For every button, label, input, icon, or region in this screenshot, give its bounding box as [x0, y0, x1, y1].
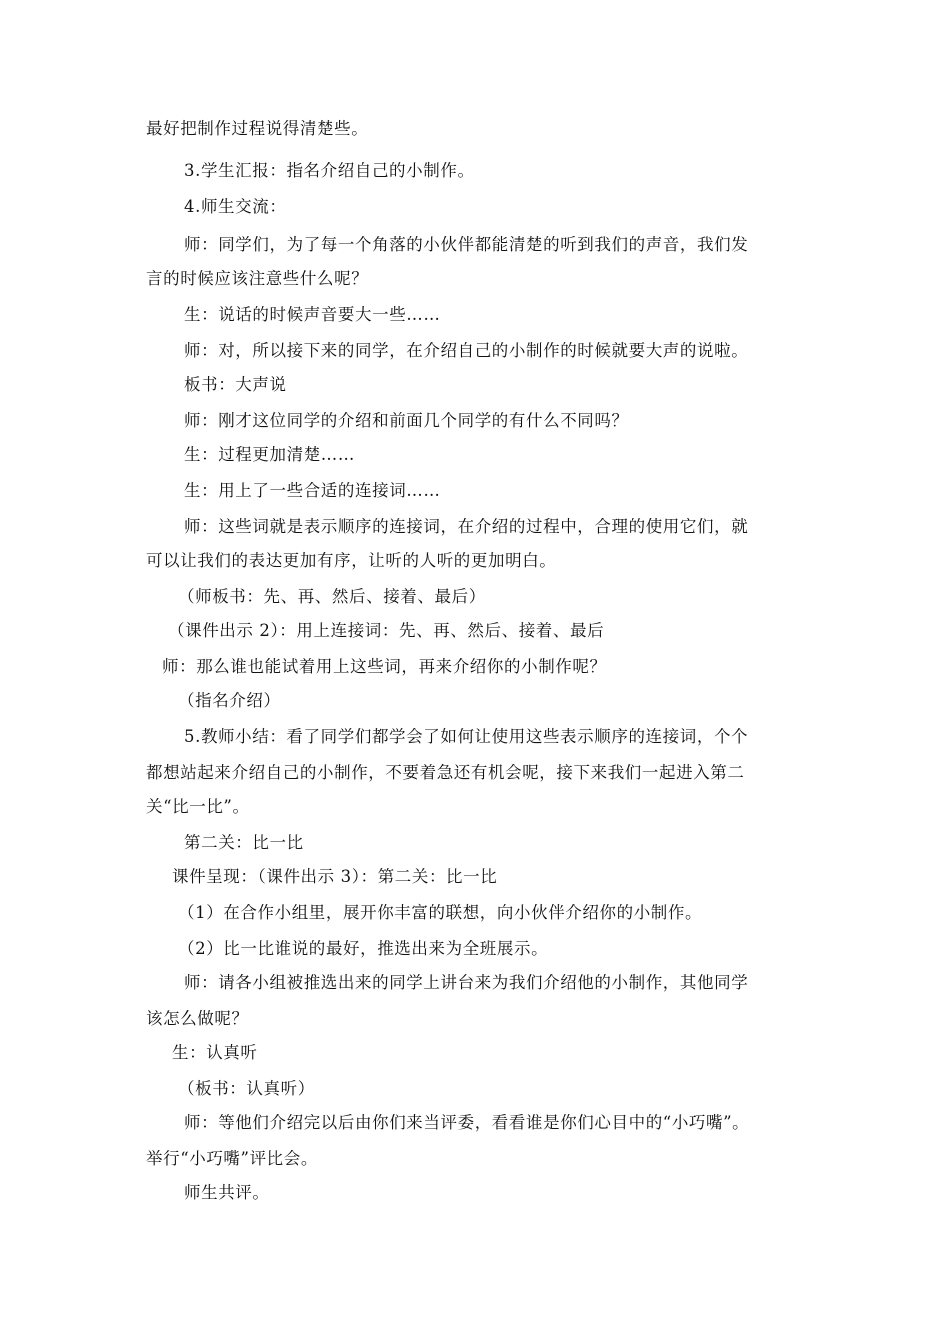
paragraph-line: 师：等他们介绍完以后由你们来当评委，看看谁是你们心目中的“小巧嘴”。	[184, 1113, 750, 1132]
paragraph-line: 4.师生交流：	[184, 197, 287, 216]
paragraph-line: （师板书：先、再、然后、接着、最后）	[178, 587, 486, 606]
paragraph-line: 课件呈现：（课件出示 3）：第二关：比一比	[172, 867, 498, 886]
paragraph-line: 都想站起来介绍自己的小制作，不要着急还有机会呢，接下来我们一起进入第二	[146, 763, 745, 782]
paragraph-line: 师：刚才这位同学的介绍和前面几个同学的有什么不同吗？	[184, 411, 629, 430]
paragraph-line: （指名介绍）	[178, 691, 281, 710]
paragraph-line: 生：认真听	[172, 1043, 258, 1062]
paragraph-line: 师：对，所以接下来的同学，在介绍自己的小制作的时候就要大声的说啦。	[184, 341, 749, 360]
paragraph-line: 师：那么谁也能试着用上这些词，再来介绍你的小制作呢？	[162, 657, 607, 676]
paragraph-line: （板书：认真听）	[178, 1079, 315, 1098]
paragraph-line: 师：同学们，为了每一个角落的小伙伴都能清楚的听到我们的声音，我们发	[184, 235, 749, 254]
paragraph-line: 言的时候应该注意些什么呢？	[146, 269, 369, 288]
paragraph-line: 5.教师小结：看了同学们都学会了如何让使用这些表示顺序的连接词，个个	[184, 727, 749, 746]
paragraph-line: 师生共评。	[184, 1183, 270, 1202]
paragraph-line: （2）比一比谁说的最好，推选出来为全班展示。	[178, 939, 549, 958]
paragraph-line: 可以让我们的表达更加有序，让听的人听的更加明白。	[146, 551, 557, 570]
paragraph-line: 第二关：比一比	[184, 833, 304, 852]
paragraph-line: 举行“小巧嘴”评比会。	[146, 1149, 318, 1168]
paragraph-line: （课件出示 2）：用上连接词：先、再、然后、接着、最后	[168, 621, 605, 640]
paragraph-line: 师：这些词就是表示顺序的连接词，在介绍的过程中，合理的使用它们，就	[184, 517, 749, 536]
paragraph-line: 师：请各小组被推选出来的同学上讲台来为我们介绍他的小制作，其他同学	[184, 973, 749, 992]
paragraph-line: 生：过程更加清楚……	[184, 445, 355, 464]
paragraph-line: 最好把制作过程说得清楚些。	[146, 119, 369, 138]
paragraph-line: 该怎么做呢？	[146, 1009, 249, 1028]
paragraph-line: 生：说话的时候声音要大一些……	[184, 305, 441, 324]
paragraph-line: （1）在合作小组里，展开你丰富的联想，向小伙伴介绍你的小制作。	[178, 903, 703, 922]
paragraph-line: 3.学生汇报：指名介绍自己的小制作。	[184, 161, 475, 180]
paragraph-line: 关“比一比”。	[146, 797, 250, 816]
paragraph-line: 板书：大声说	[184, 375, 287, 394]
paragraph-line: 生：用上了一些合适的连接词……	[184, 481, 441, 500]
